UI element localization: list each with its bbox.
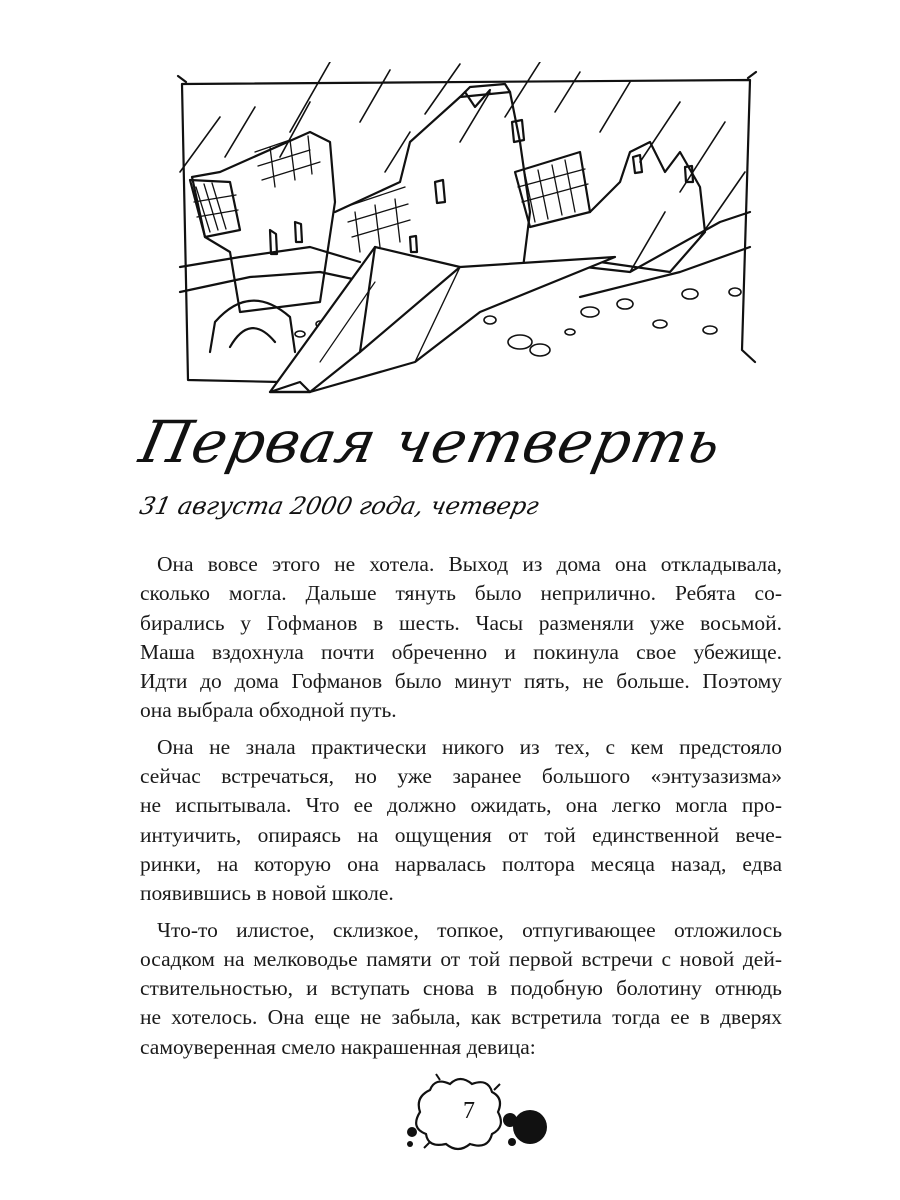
text-line: ринки, на которую она нарвалась полтора месяца назад, едва bbox=[140, 851, 782, 876]
chapter-illustration bbox=[160, 62, 760, 407]
paragraph bbox=[140, 550, 782, 726]
text-line: ствительностью, и вступать снова в подобную болотину отнюдь bbox=[140, 976, 782, 1001]
text-line: самоуверенная смело накрашенная девица: bbox=[140, 1034, 536, 1059]
text-line: осадком на мелководье памяти от той первой встречи с новой дей- bbox=[140, 946, 782, 971]
text-line: Она вовсе этого не хотела. Выход из дома она откладывала, bbox=[157, 552, 782, 576]
text-line: интуичить, опираясь на ощущения от той единственной вече- bbox=[140, 822, 782, 847]
body-text bbox=[140, 550, 782, 1069]
text-line: Идти до дома Гофманов было минут пять, не больше. Поэтому bbox=[140, 669, 782, 694]
text-line: не хотелось. Она еще не забыла, как встретила тогда ее в дверях bbox=[140, 1005, 782, 1030]
text-line: она выбрала обходной путь. bbox=[140, 698, 397, 723]
text-line: сейчас встречаться, но уже заранее большого «энтузазизма» bbox=[140, 764, 782, 789]
chapter-date: 31 августа 2000 года, четверг bbox=[137, 492, 542, 520]
paragraph bbox=[140, 733, 782, 909]
text-line: бирались у Гофманов в шесть. Часы разменяли уже восьмой. bbox=[140, 610, 782, 635]
text-line: Маша вздохнула почти обреченно и покинула свое убежище. bbox=[140, 639, 782, 664]
chapter-title: Первая четверть bbox=[134, 408, 728, 476]
ink-blot-icon bbox=[513, 1110, 547, 1144]
text-line: Она не знала практически никого из тех, с кем предстояло bbox=[157, 734, 782, 759]
page-number-blot bbox=[400, 1072, 550, 1157]
paragraph bbox=[140, 916, 782, 1062]
text-line: не испытывала. Что ее должно ожидать, она легко могла про- bbox=[140, 793, 782, 818]
text-line: Что-то илистое, склизкое, топкое, отпугивающее отложилось bbox=[157, 917, 782, 942]
page-number: 7 bbox=[463, 1098, 475, 1124]
text-line: появившись в новой школе. bbox=[140, 881, 394, 906]
text-line: сколько могла. Дальше тянуть было неприлично. Ребята со- bbox=[140, 581, 782, 606]
